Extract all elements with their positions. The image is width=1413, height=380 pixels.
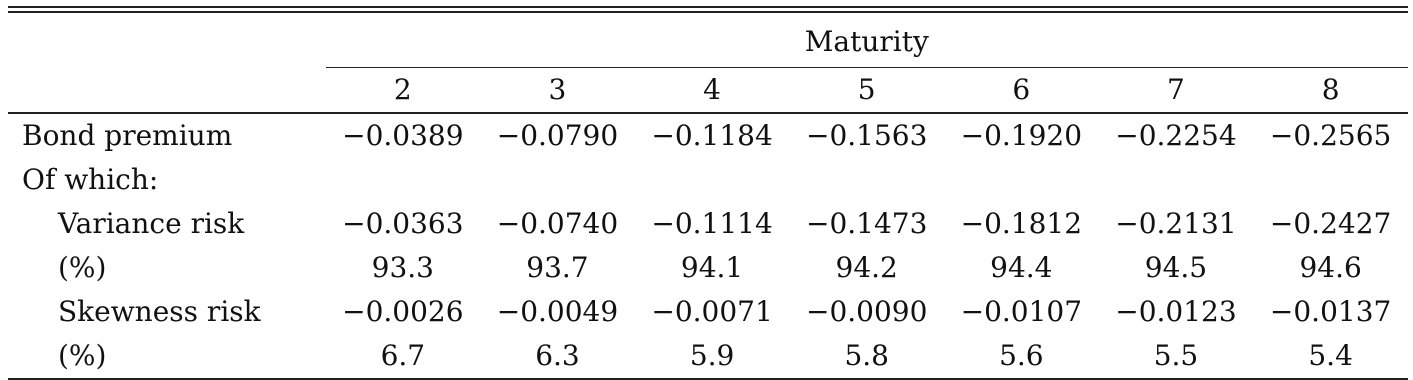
table-cell: −0.0137 <box>1269 295 1392 328</box>
row-label: Skewness risk <box>58 295 261 328</box>
table-cell <box>1253 158 1408 202</box>
table-cell: 5.8 <box>789 334 944 379</box>
table-cell: −0.0790 <box>496 119 619 152</box>
column-header: 6 <box>944 68 1099 114</box>
table-cell: −0.1812 <box>960 207 1083 240</box>
table-row-of-which <box>8 158 1408 202</box>
column-header: 5 <box>789 68 944 114</box>
table-cell: −0.0123 <box>1115 295 1237 328</box>
table-cell: 5.4 <box>1253 334 1408 379</box>
table-cell: 93.7 <box>526 251 589 284</box>
table-cell <box>789 158 944 202</box>
table-top-rule <box>8 6 1408 13</box>
bond-premium-table <box>8 13 1408 380</box>
column-header: 4 <box>635 68 790 114</box>
table-cell: 6.3 <box>480 334 635 379</box>
table-cell: −0.1184 <box>651 119 773 152</box>
table-cell: 94.6 <box>1299 251 1362 284</box>
table-cell <box>1099 158 1254 202</box>
table-cell: 5.6 <box>944 334 1099 379</box>
table-cell: −0.0090 <box>805 295 928 328</box>
table-cell <box>480 158 635 202</box>
table-cell: −0.2427 <box>1269 207 1392 240</box>
table-row-skewness-risk <box>8 290 1408 334</box>
table-cell <box>326 158 481 202</box>
table-row-bond-premium <box>8 113 1408 158</box>
table-row-skewness-share <box>8 334 1408 379</box>
table-cell: 94.4 <box>990 251 1053 284</box>
column-header: 2 <box>326 68 481 114</box>
table-cell: −0.0740 <box>496 207 619 240</box>
row-label: Variance risk <box>58 207 245 240</box>
table-cell: 94.1 <box>680 251 744 284</box>
column-header-row <box>8 68 1408 114</box>
table-cell: 94.5 <box>1144 251 1208 284</box>
row-label: (%) <box>58 251 107 284</box>
empty-corner-cell <box>8 13 326 68</box>
table-cell: −0.1114 <box>651 207 773 240</box>
table-cell: 93.3 <box>371 251 434 284</box>
table-cell: −0.0389 <box>342 119 464 152</box>
table-cell: 5.9 <box>635 334 790 379</box>
table-row-variance-risk <box>8 202 1408 246</box>
table-row-variance-share <box>8 246 1408 290</box>
column-header: 7 <box>1099 68 1254 114</box>
table-cell: −0.1920 <box>960 119 1083 152</box>
table-cell: 5.5 <box>1099 334 1254 379</box>
table-cell: 6.7 <box>326 334 481 379</box>
table-cell: −0.0026 <box>342 295 464 328</box>
empty-header-cell <box>8 68 326 114</box>
row-label: Of which: <box>22 163 159 196</box>
table-cell: −0.0107 <box>960 295 1083 328</box>
maturity-group-header: Maturity <box>326 13 1408 68</box>
table-cell <box>944 158 1099 202</box>
table-cell: 94.2 <box>835 251 898 284</box>
maturity-group-row <box>8 13 1408 68</box>
row-label: Bond premium <box>22 119 233 152</box>
table-cell: −0.2254 <box>1115 119 1237 152</box>
column-header: 3 <box>480 68 635 114</box>
table-cell: −0.0363 <box>342 207 464 240</box>
table-cell: −0.1473 <box>805 207 928 240</box>
table-cell <box>635 158 790 202</box>
column-header: 8 <box>1253 68 1408 114</box>
table-cell: −0.0049 <box>496 295 619 328</box>
results-table <box>8 6 1408 380</box>
table-cell: −0.1563 <box>805 119 928 152</box>
table-cell: −0.2131 <box>1115 207 1237 240</box>
row-label: (%) <box>8 334 326 379</box>
table-cell: −0.0071 <box>651 295 773 328</box>
table-cell: −0.2565 <box>1269 119 1392 152</box>
